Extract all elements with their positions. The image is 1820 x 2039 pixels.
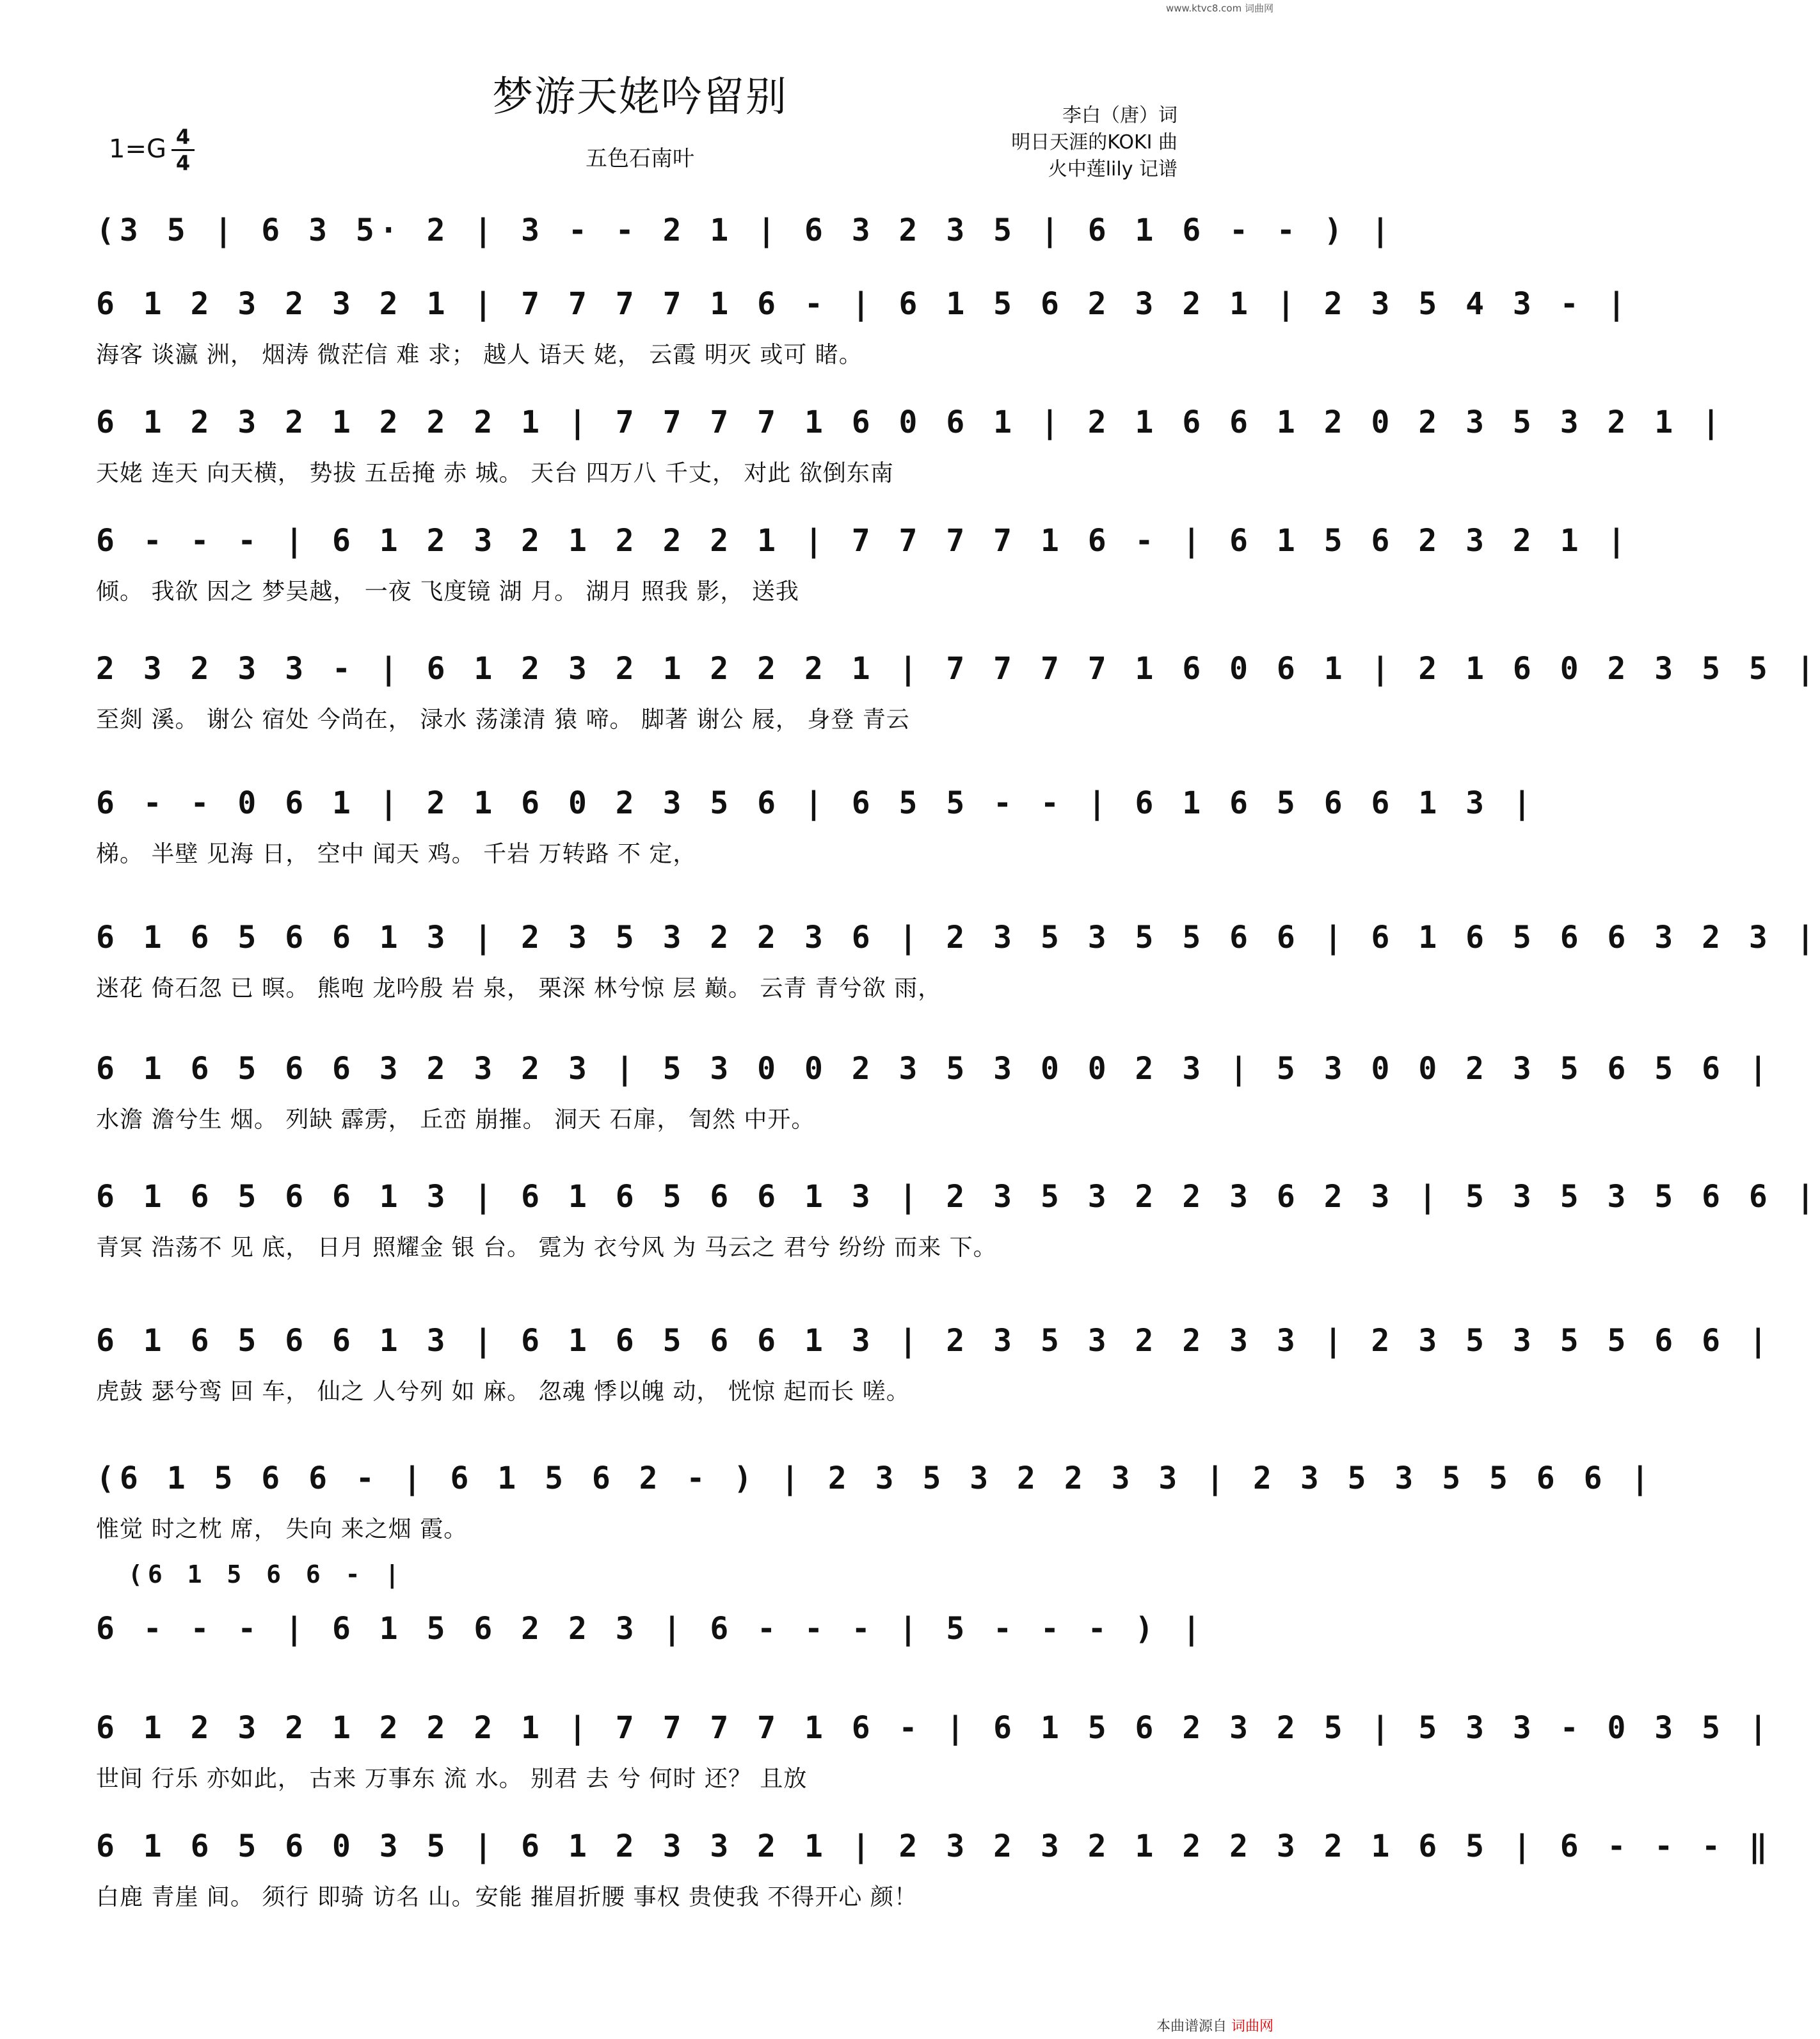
lyric-line: 迷花 倚石忽 已 暝。 熊咆 龙吟殷 岩 泉， 栗深 林兮惊 层 巅。 云青 青兮欲 雨， <box>96 975 942 1002</box>
lyricist-credit: 李白（唐）词 <box>1062 104 1177 127</box>
notation-line: 6 - - - | 6 1 5 6 2 2 3 | 6 - - - | 5 - - - ) | <box>96 1611 1206 1647</box>
lyric-line: 倾。 我欲 因之 梦吴越， 一夜 飞度镜 湖 月。 湖月 照我 影， 送我 <box>96 579 799 605</box>
singer-name: 五色石南叶 <box>586 146 694 172</box>
site-url[interactable]: www.ktvc8.com 词曲网 <box>1165 3 1273 14</box>
time-numerator: 4 <box>175 125 191 149</box>
lyric-line: 至剡 溪。 谢公 宿处 今尚在， 渌水 荡漾清 猿 啼。 脚著 谢公 屐， 身登 青云 <box>96 707 910 733</box>
notation-line: (6 1 5 6 6 - | 6 1 5 6 2 - ) | 2 3 5 3 2 2 3 3 | 2 3 5 3 5 5 6 6 | <box>96 1460 1655 1496</box>
notation-line: (6 1 5 6 6 - | <box>128 1560 405 1588</box>
lyric-line: 世间 行乐 亦如此， 古来 万事东 流 水。 别君 去 兮 何时 还？ 且放 <box>96 1766 808 1792</box>
key-signature: 1=G <box>109 134 166 164</box>
composer-credit: 明日天涯的KOKI 曲 <box>1011 131 1177 154</box>
notation-line: (3 5 | 6 3 5· 2 | 3 - - 2 1 | 6 3 2 3 5 | 6 1 6 - - ) | <box>96 212 1395 248</box>
lyric-line: 青冥 浩荡不 见 底， 日月 照耀金 银 台。 霓为 衣兮风 为 马云之 君兮 纷纷 而来 下。 <box>96 1235 997 1261</box>
notation-line: 6 - - 0 6 1 | 2 1 6 0 2 3 5 6 | 6 5 5 - - | 6 1 6 5 6 6 1 3 | <box>96 785 1537 821</box>
lyric-line: 天姥 连天 向天横， 势拔 五岳掩 赤 城。 天台 四万八 千丈， 对此 欲倒东南 <box>96 460 894 486</box>
lyric-line: 惟觉 时之枕 席， 失向 来之烟 霞。 <box>96 1516 468 1542</box>
footer-text: 本曲谱源自 <box>1156 2019 1227 2035</box>
notation-line: 6 1 2 3 2 1 2 2 2 1 | 7 7 7 7 1 6 0 6 1 | 2 1 6 6 1 2 0 2 3 5 3 2 1 | <box>96 404 1725 440</box>
transcriber-credit: 火中莲lily 记谱 <box>1048 158 1177 180</box>
notation-line: 6 1 6 5 6 6 1 3 | 2 3 5 3 2 2 3 6 | 2 3 5 3 5 5 6 6 | 6 1 6 5 6 6 3 2 3 | <box>96 920 1820 956</box>
notation-line: 6 1 6 5 6 6 3 2 3 2 3 | 5 3 0 0 2 3 5 3 0 0 2 3 | 5 3 0 0 2 3 5 6 5 6 | <box>96 1051 1773 1087</box>
footer-brand-link[interactable]: 词曲网 <box>1231 2019 1273 2035</box>
notation-line: 2 3 2 3 3 - | 6 1 2 3 2 1 2 2 2 1 | 7 7 7 7 1 6 0 6 1 | 2 1 6 0 2 3 5 5 | <box>96 651 1820 687</box>
time-denominator: 4 <box>172 149 195 175</box>
lyric-line: 海客 谈瀛 洲， 烟涛 微茫信 难 求； 越人 语天 姥， 云霞 明灭 或可 睹。 <box>96 342 863 368</box>
lyric-line: 梯。 半壁 见海 日， 空中 闻天 鸡。 千岩 万转路 不 定， <box>96 841 697 867</box>
credits-block <box>1011 102 1177 183</box>
lyric-line: 水澹 澹兮生 烟。 列缺 霹雳， 丘峦 崩摧。 洞天 石扉， 訇然 中开。 <box>96 1107 815 1133</box>
notation-line: 6 1 2 3 2 3 2 1 | 7 7 7 7 1 6 - | 6 1 5 6 2 3 2 1 | 2 3 5 4 3 - | <box>96 286 1631 322</box>
notation-line: 6 1 6 5 6 6 1 3 | 6 1 6 5 6 6 1 3 | 2 3 5 3 2 2 3 6 2 3 | 5 3 5 3 5 6 6 | <box>96 1179 1820 1215</box>
notation-line: 6 1 6 5 6 0 3 5 | 6 1 2 3 3 2 1 | 2 3 2 3 2 1 2 2 3 2 1 6 5 | 6 - - - ‖ <box>96 1828 1773 1864</box>
song-title: 梦游天姥吟留别 <box>492 74 788 121</box>
lyric-line: 白鹿 青崖 间。 须行 即骑 访名 山。安能 摧眉折腰 事权 贵使我 不得开心 颜！ <box>96 1884 918 1910</box>
notation-line: 6 1 2 3 2 1 2 2 2 1 | 7 7 7 7 1 6 - | 6 1 5 6 2 3 2 5 | 5 3 3 - 0 3 5 | <box>96 1710 1773 1746</box>
notation-line: 6 1 6 5 6 6 1 3 | 6 1 6 5 6 6 1 3 | 2 3 5 3 2 2 3 3 | 2 3 5 3 5 5 6 6 | <box>96 1323 1773 1359</box>
notation-line: 6 - - - | 6 1 2 3 2 1 2 2 2 1 | 7 7 7 7 1 6 - | 6 1 5 6 2 3 2 1 | <box>96 523 1631 559</box>
lyric-line: 虎鼓 瑟兮鸾 回 车， 仙之 人兮列 如 麻。 忽魂 悸以魄 动， 恍惊 起而长 嗟。 <box>96 1379 910 1405</box>
footer-source <box>1156 2015 1273 2035</box>
